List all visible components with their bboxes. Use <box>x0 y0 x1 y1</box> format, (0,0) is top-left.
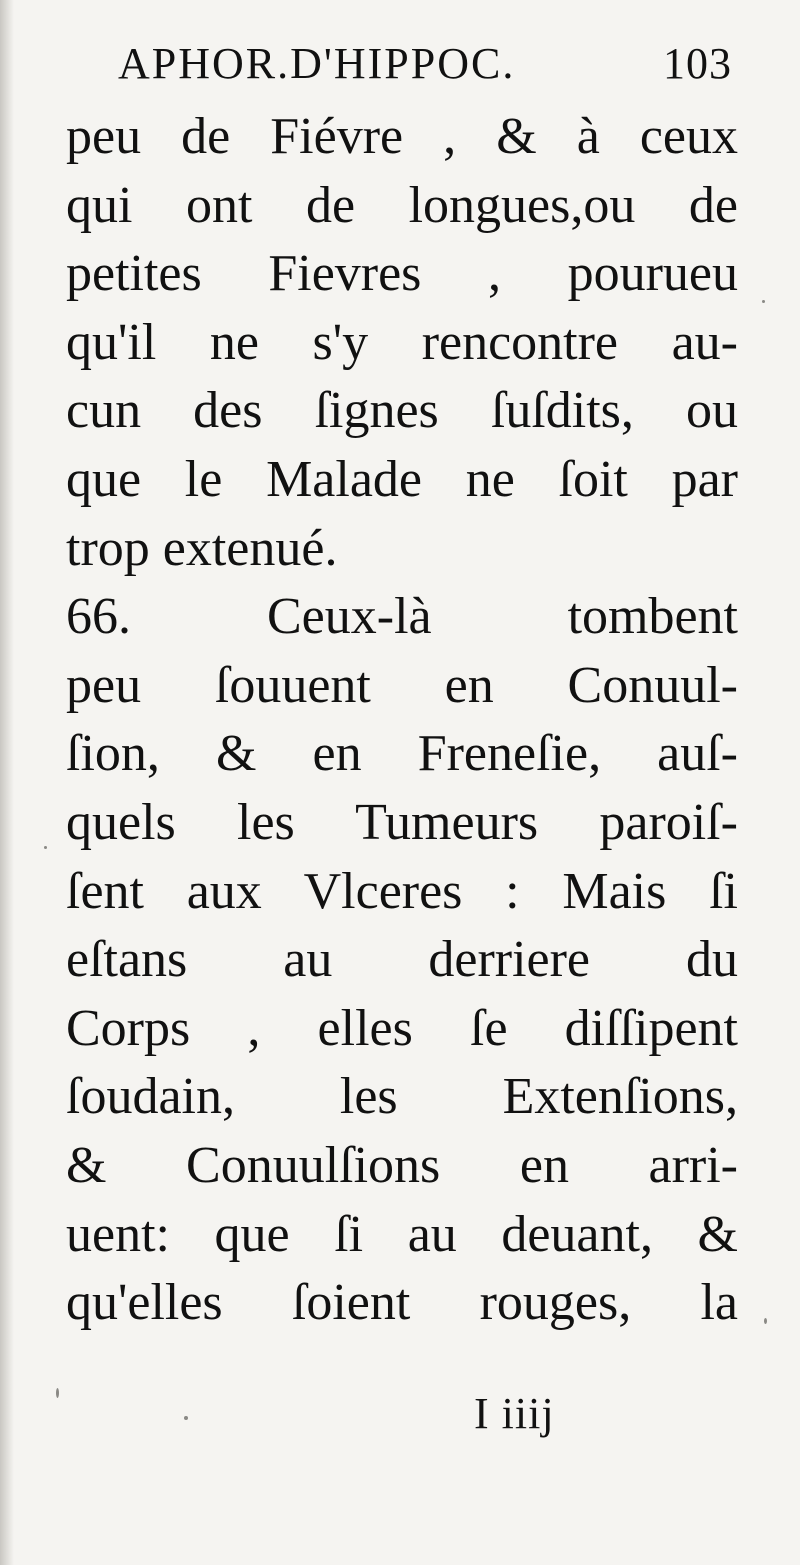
paper-speck <box>762 300 765 303</box>
text-line: petites Fievres , pourueu <box>66 245 738 303</box>
text-line: peu de Fiévre , & à ceux <box>66 108 738 165</box>
text-line: qui ont de longues,ou de <box>66 176 738 234</box>
text-line: cun des ſignes ſuſdits, ou <box>66 382 738 440</box>
page-header <box>118 38 738 98</box>
running-head: APHOR.D'HIPPOC. <box>118 39 516 88</box>
paper-speck <box>56 1388 59 1398</box>
paper-speck <box>44 846 47 849</box>
text-line: ſent aux Vlceres : Mais ſi <box>66 862 738 920</box>
body-text <box>66 103 738 1338</box>
text-line: peu ſouuent en Conuul- <box>66 656 738 714</box>
text-line: ſoudain, les Extenſions, <box>66 1068 738 1126</box>
text-line: que le Malade ne ſoit par <box>66 450 738 508</box>
text-line: qu'il ne s'y rencontre au- <box>66 313 738 371</box>
text-line: uent: que ſi au deuant, & <box>66 1205 738 1263</box>
paper-speck <box>764 1318 767 1324</box>
page-number: 103 <box>663 39 732 88</box>
page-gutter-shadow <box>0 0 14 1565</box>
signature-mark: I iiij <box>474 1389 555 1438</box>
text-line: & Conuulſions en arri- <box>66 1136 738 1194</box>
text-line: quels les Tumeurs paroiſ- <box>66 793 738 851</box>
paper-speck <box>184 1416 188 1420</box>
text-line: eſtans au derriere du <box>66 931 738 989</box>
aphorism-66-start: 66. Ceux-là tombent <box>66 588 738 646</box>
text-line: Corps , elles ſe diſſipent <box>66 999 738 1057</box>
text-line: trop extenué. <box>66 519 338 577</box>
text-line: qu'elles ſoient rouges, la <box>66 1274 738 1332</box>
text-line: ſion, & en Freneſie, auſ- <box>66 725 738 783</box>
